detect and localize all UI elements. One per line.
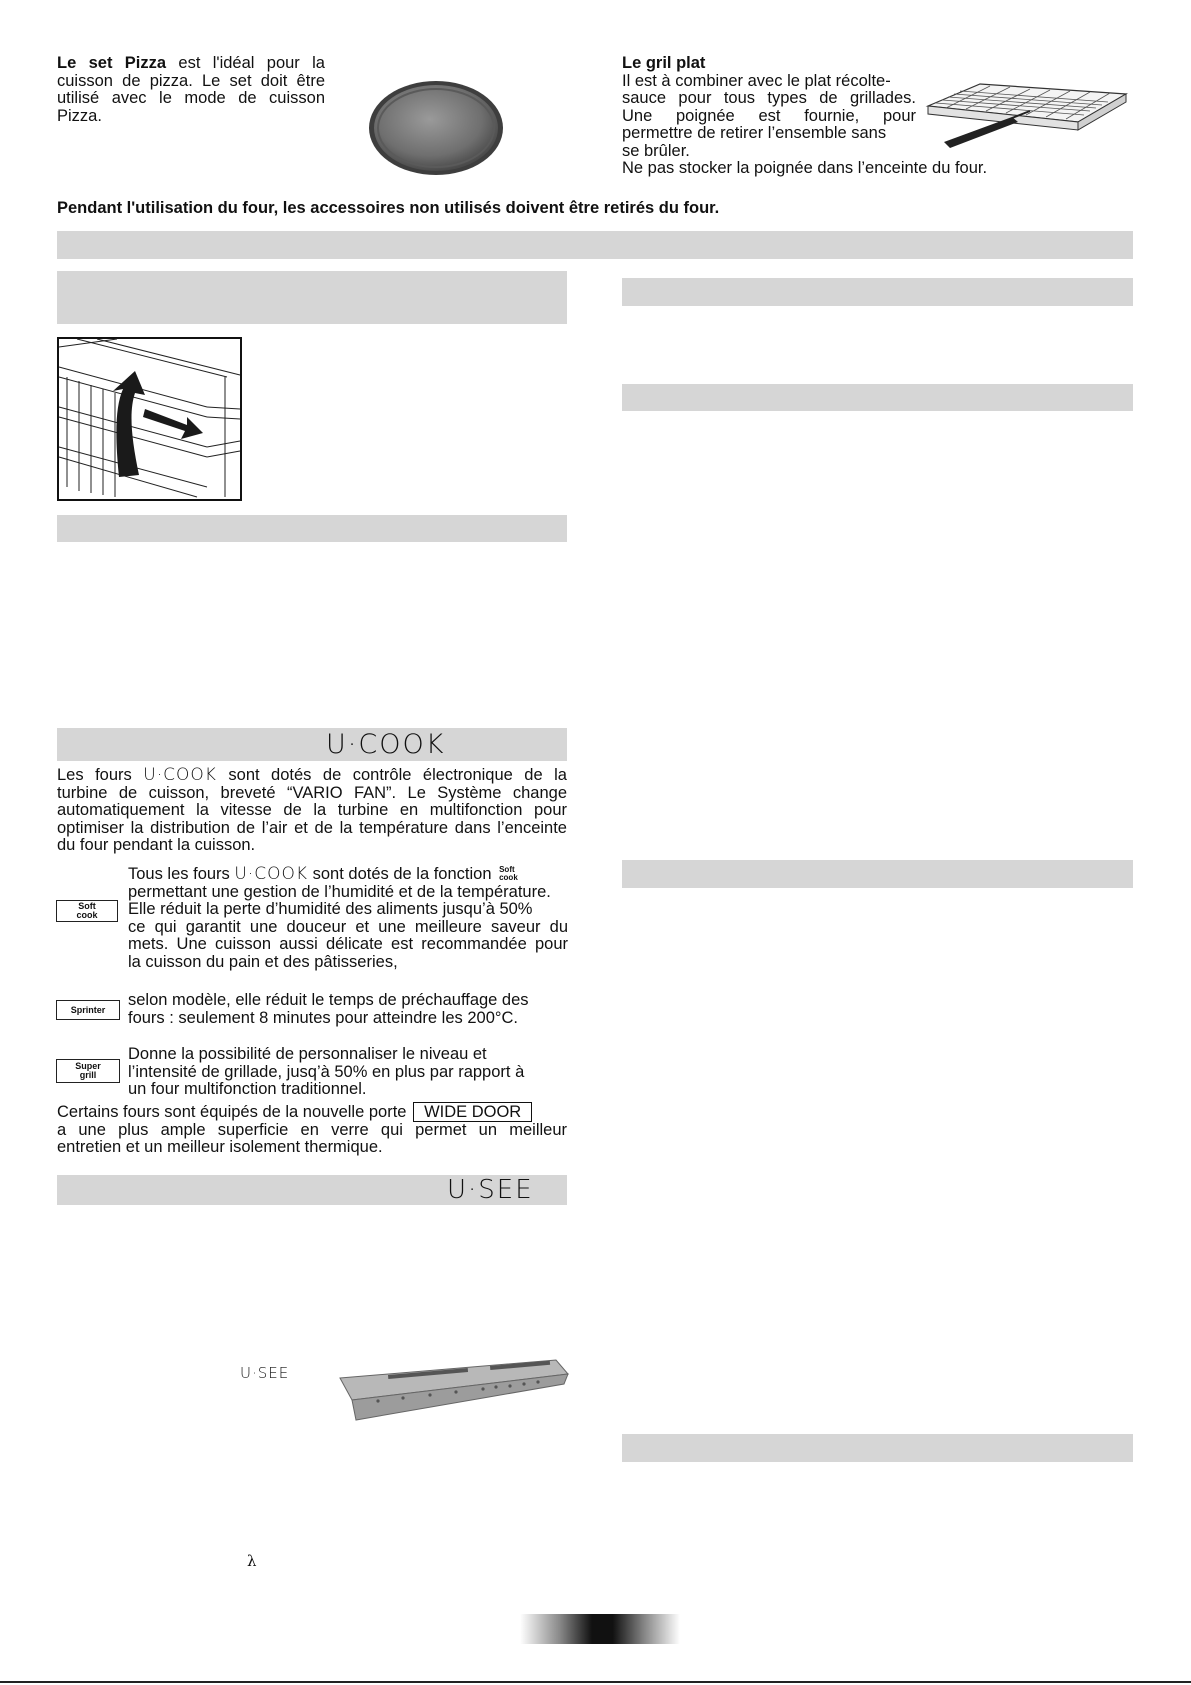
widedoor-line-1: Certains fours sont équipés de la nouvelle porte [57, 1103, 407, 1121]
ucook-header-logo: U·COOK [326, 729, 446, 760]
supergrill-paragraph [128, 1046, 568, 1099]
softcook-line-1b: sont dotés de la fonction [308, 865, 492, 883]
supergrill-badge-icon [56, 1059, 120, 1083]
gril-line-4: permettre de retirer l’ensemble sans [622, 124, 887, 142]
gril-line-3: Une poignée est fournie, pour [622, 106, 916, 125]
usee-header-logo: U·SEE [447, 1175, 534, 1205]
softcook-inline-top: Soft [499, 865, 515, 874]
grill-rack-image [920, 78, 1132, 162]
softcook-badge-icon [56, 900, 118, 922]
gril-title: Le gril plat [622, 54, 706, 72]
ucook-inline-logo: U·COOK [143, 765, 217, 785]
gril-line-6: Ne pas stocker la poignée dans l’enceinte du four. [622, 159, 988, 177]
widedoor-paragraph [57, 1104, 567, 1157]
sprinter-line-1: selon modèle, elle réduit le temps de préchauffage des [128, 991, 529, 1009]
widedoor-line-2: a une plus ample superficie en verre qui permet un meilleur [57, 1120, 567, 1139]
pizza-tray-image [366, 78, 506, 178]
softcook-line-1a: Tous les fours [128, 865, 235, 883]
section-header-bar [57, 231, 1133, 259]
softcook-line-2: permettant une gestion de l’humidité et de la température. [128, 882, 551, 901]
sprinter-paragraph [128, 992, 568, 1027]
gril-line-5: se brûler. [622, 141, 690, 160]
softcook-line-3: Elle réduit la perte d’humidité des aliments jusqu’à 50% [128, 900, 533, 918]
sprinter-badge-label: Sprinter [70, 1004, 106, 1015]
sprinter-badge-icon [56, 1000, 120, 1020]
pizza-description [57, 55, 325, 125]
usee-control-panel-image [338, 1356, 570, 1424]
ucook-intro-2: turbine de cuisson, breveté “VARIO FAN”. Le Système change [57, 783, 567, 802]
softcook-inline-logo: U·COOK [234, 864, 309, 884]
right-header-bar-3 [622, 860, 1133, 888]
softcook-inline-bottom: cook [499, 873, 518, 882]
supergrill-line-1: Donne la possibilité de personnaliser le niveau et [128, 1045, 487, 1063]
softcook-line-4: ce qui garantit une douceur et une meilleure saveur du [128, 917, 568, 936]
pizza-line-3: utilisé avec le mode de cuisson [57, 89, 325, 107]
left-header-bar [57, 271, 567, 324]
sprinter-line-2: fours : seulement 8 minutes pour atteindre les 200°C. [128, 1008, 518, 1027]
gril-line-2: sauce pour tous types de grillades. [622, 89, 916, 107]
left-header-bar-2 [57, 515, 567, 542]
supergrill-badge-top: Super [75, 1061, 101, 1071]
ucook-intro-1a: Les fours [57, 766, 144, 784]
page-number-tab [520, 1614, 680, 1644]
supergrill-line-2: l’intensité de grillade, jusq’à 50% en plus par rapport à [128, 1062, 525, 1081]
right-header-bar-1 [622, 278, 1133, 306]
supergrill-line-3: un four multifonction traditionnel. [128, 1080, 367, 1098]
ucook-intro-4: optimiser la distribution de l’air et de la température dans l’enceinte [57, 818, 567, 837]
ucook-header-bar [57, 728, 567, 761]
supergrill-badge-bottom: grill [79, 1070, 97, 1080]
softcook-inline-icon [499, 866, 518, 882]
ucook-intro-1b: sont dotés de contrôle électronique de la [216, 766, 567, 784]
warning-text: Pendant l'utilisation du four, les accessoires non utilisés doivent être retirés du four. [57, 199, 720, 217]
usee-small-logo: U·SEE [240, 1364, 290, 1382]
pizza-line-4: Pizza. [57, 106, 102, 125]
ucook-intro [57, 767, 567, 855]
right-header-bar-2 [622, 384, 1133, 411]
softcook-badge-bottom: cook [76, 910, 98, 920]
widedoor-line-3: entretien et un meilleur isolement thermique. [57, 1138, 383, 1156]
softcook-badge-top: Soft [78, 901, 96, 911]
gril-line-1: Il est à combiner avec le plat récolte- [622, 71, 891, 90]
oven-rack-diagram [57, 337, 242, 501]
lambda-glyph: λ [247, 1552, 257, 1570]
pizza-line-1: est l'idéal pour la [166, 54, 325, 72]
softcook-line-5: mets. Une cuisson aussi délicate est recommandée pour [128, 935, 568, 953]
right-header-bar-4 [622, 1434, 1133, 1462]
widedoor-box: WIDE DOOR [413, 1102, 532, 1122]
ucook-intro-3: automatiquement la vitesse de la turbine en multifonction pour [57, 801, 567, 819]
softcook-line-6: la cuisson du pain et des pâtisseries, [128, 952, 398, 971]
ucook-intro-5: du four pendant la cuisson. [57, 836, 256, 854]
softcook-paragraph [128, 866, 568, 971]
pizza-line-2: cuisson de pizza. Le set doit être [57, 71, 325, 90]
pizza-title: Le set Pizza [57, 54, 167, 72]
bottom-border-line [0, 1681, 1191, 1683]
